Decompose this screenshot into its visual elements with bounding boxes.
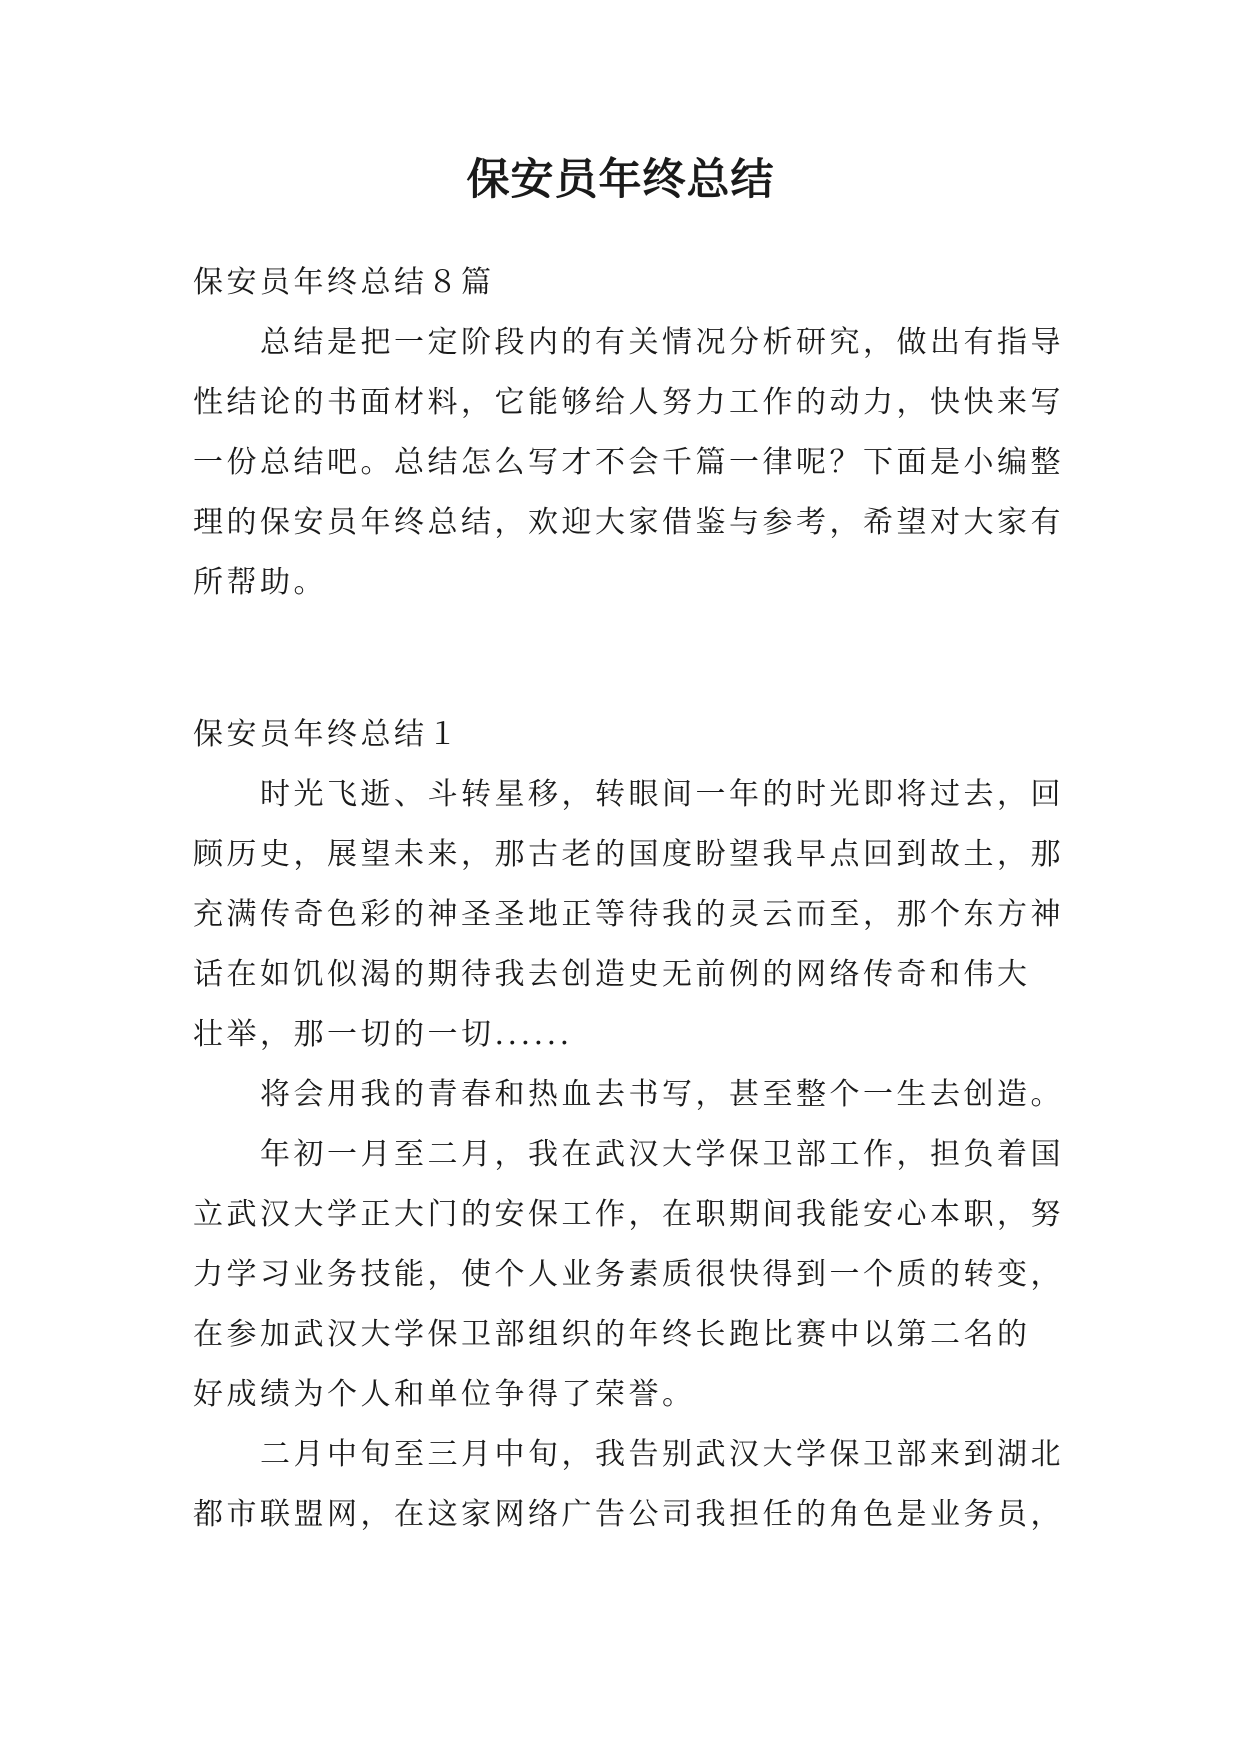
intro-heading: 保安员年终总结８篇 bbox=[193, 265, 495, 300]
text-line: 立武汉大学正大门的安保工作，在职期间我能安心本职，努 bbox=[193, 1197, 1064, 1232]
section1-paragraph-2 bbox=[193, 1065, 1073, 1125]
section1-paragraph-1 bbox=[193, 765, 1073, 1065]
text-line: 话在如饥似渴的期待我去创造史无前例的网络传奇和伟大 bbox=[193, 957, 1031, 992]
intro-paragraph bbox=[193, 313, 1073, 613]
document-title: 保安员年终总结 bbox=[466, 155, 775, 205]
text-line: 一份总结吧。总结怎么写才不会千篇一律呢？下面是小编整 bbox=[193, 445, 1064, 480]
text-line: 充满传奇色彩的神圣圣地正等待我的灵云而至，那个东方神 bbox=[193, 897, 1064, 932]
text-line: 将会用我的青春和热血去书写，甚至整个一生去创造。 bbox=[260, 1077, 1064, 1112]
text-line: 二月中旬至三月中旬，我告别武汉大学保卫部来到湖北 bbox=[260, 1437, 1064, 1472]
text-line: 性结论的书面材料，它能够给人努力工作的动力，快快来写 bbox=[193, 385, 1064, 420]
text-line: 理的保安员年终总结，欢迎大家借鉴与参考，希望对大家有 bbox=[193, 505, 1064, 540]
text-line: 所帮助。 bbox=[193, 565, 327, 600]
text-line: 好成绩为个人和单位争得了荣誉。 bbox=[193, 1377, 696, 1412]
text-line: 都市联盟网，在这家网络广告公司我担任的角色是业务员， bbox=[193, 1497, 1064, 1532]
section1-paragraph-4 bbox=[193, 1425, 1073, 1545]
section1-heading: 保安员年终总结１ bbox=[193, 717, 461, 752]
text-line: 顾历史，展望未来，那古老的国度盼望我早点回到故土，那 bbox=[193, 837, 1064, 872]
text-line: 在参加武汉大学保卫部组织的年终长跑比赛中以第二名的 bbox=[193, 1317, 1031, 1352]
text-line: 总结是把一定阶段内的有关情况分析研究，做出有指导 bbox=[260, 325, 1064, 360]
text-line: 时光飞逝、斗转星移，转眼间一年的时光即将过去，回 bbox=[260, 777, 1064, 812]
text-line: 力学习业务技能，使个人业务素质很快得到一个质的转变， bbox=[193, 1257, 1064, 1292]
text-line: 年初一月至二月，我在武汉大学保卫部工作，担负着国 bbox=[260, 1137, 1064, 1172]
text-line: 壮举，那一切的一切...... bbox=[193, 1017, 573, 1052]
section1-paragraph-3 bbox=[193, 1125, 1073, 1425]
